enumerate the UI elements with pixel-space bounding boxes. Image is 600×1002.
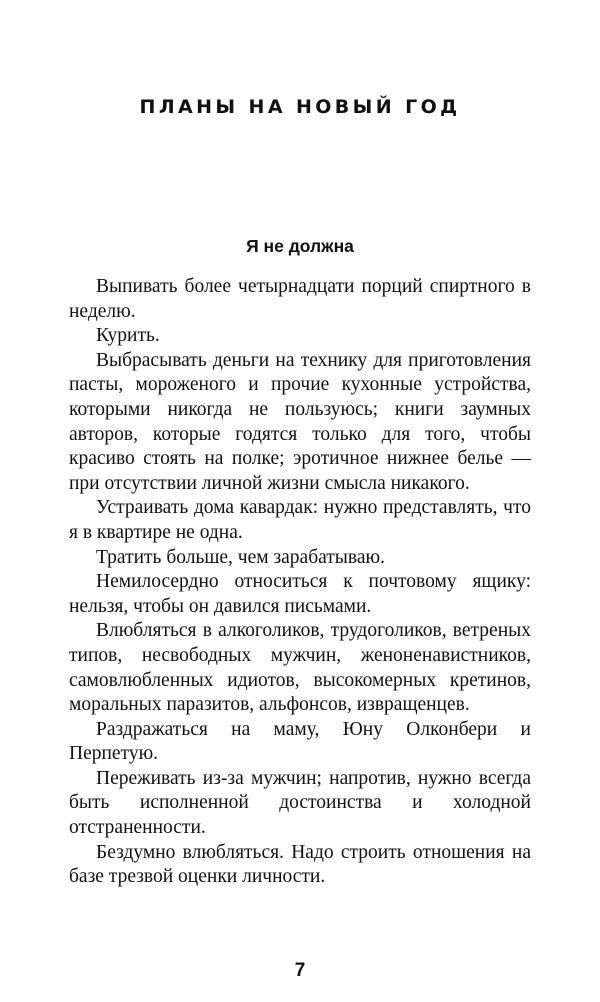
paragraph: Выбрасывать деньги на технику для приготовления пасты, мороженого и прочие кухонные устройства, которыми никогда не пользуюсь; книги заумных авторов, которые годятся только для того, чтобы красиво стоять на полке; эротичное нижнее белье — при отсутствии личной жизни смысла никакого. [69,349,531,494]
paragraph: Влюбляться в алкоголиков, трудоголиков, ветреных типов, несвободных мужчин, женоненавистников, самовлюбленных идиотов, высокомерных кретинов, моральных паразитов, альфонсов, извращенцев. [69,620,531,716]
paragraph: Бездумно влюбляться. Надо строить отношения на базе трезвой оценки личности. [69,841,531,888]
paragraph: Курить. [96,325,160,347]
paragraph: Переживать из-за мужчин; напротив, нужно всегда быть исполненной достоинства и холодной отстраненности. [69,767,531,839]
paragraph: Устраивать дома кавардак: нужно представлять, что я в квартире не одна. [69,497,531,543]
paragraph: Выпивать более четырнадцати порций спиртного в неделю. [69,276,531,322]
paragraph: Немилосердно относиться к почтовому ящику: нельзя, чтобы он давился письмами. [69,571,531,617]
section-heading: Я не должна [246,236,354,256]
paragraph: Раздражаться на маму, Юну Олконбери и Перпетую. [69,718,531,765]
paragraph: Тратить больше, чем зарабатываю. [96,546,385,568]
page-number: 7 [294,960,306,981]
body-text [69,275,531,890]
chapter-title: ПЛАНЫ НА НОВЫЙ ГОД [139,96,461,118]
